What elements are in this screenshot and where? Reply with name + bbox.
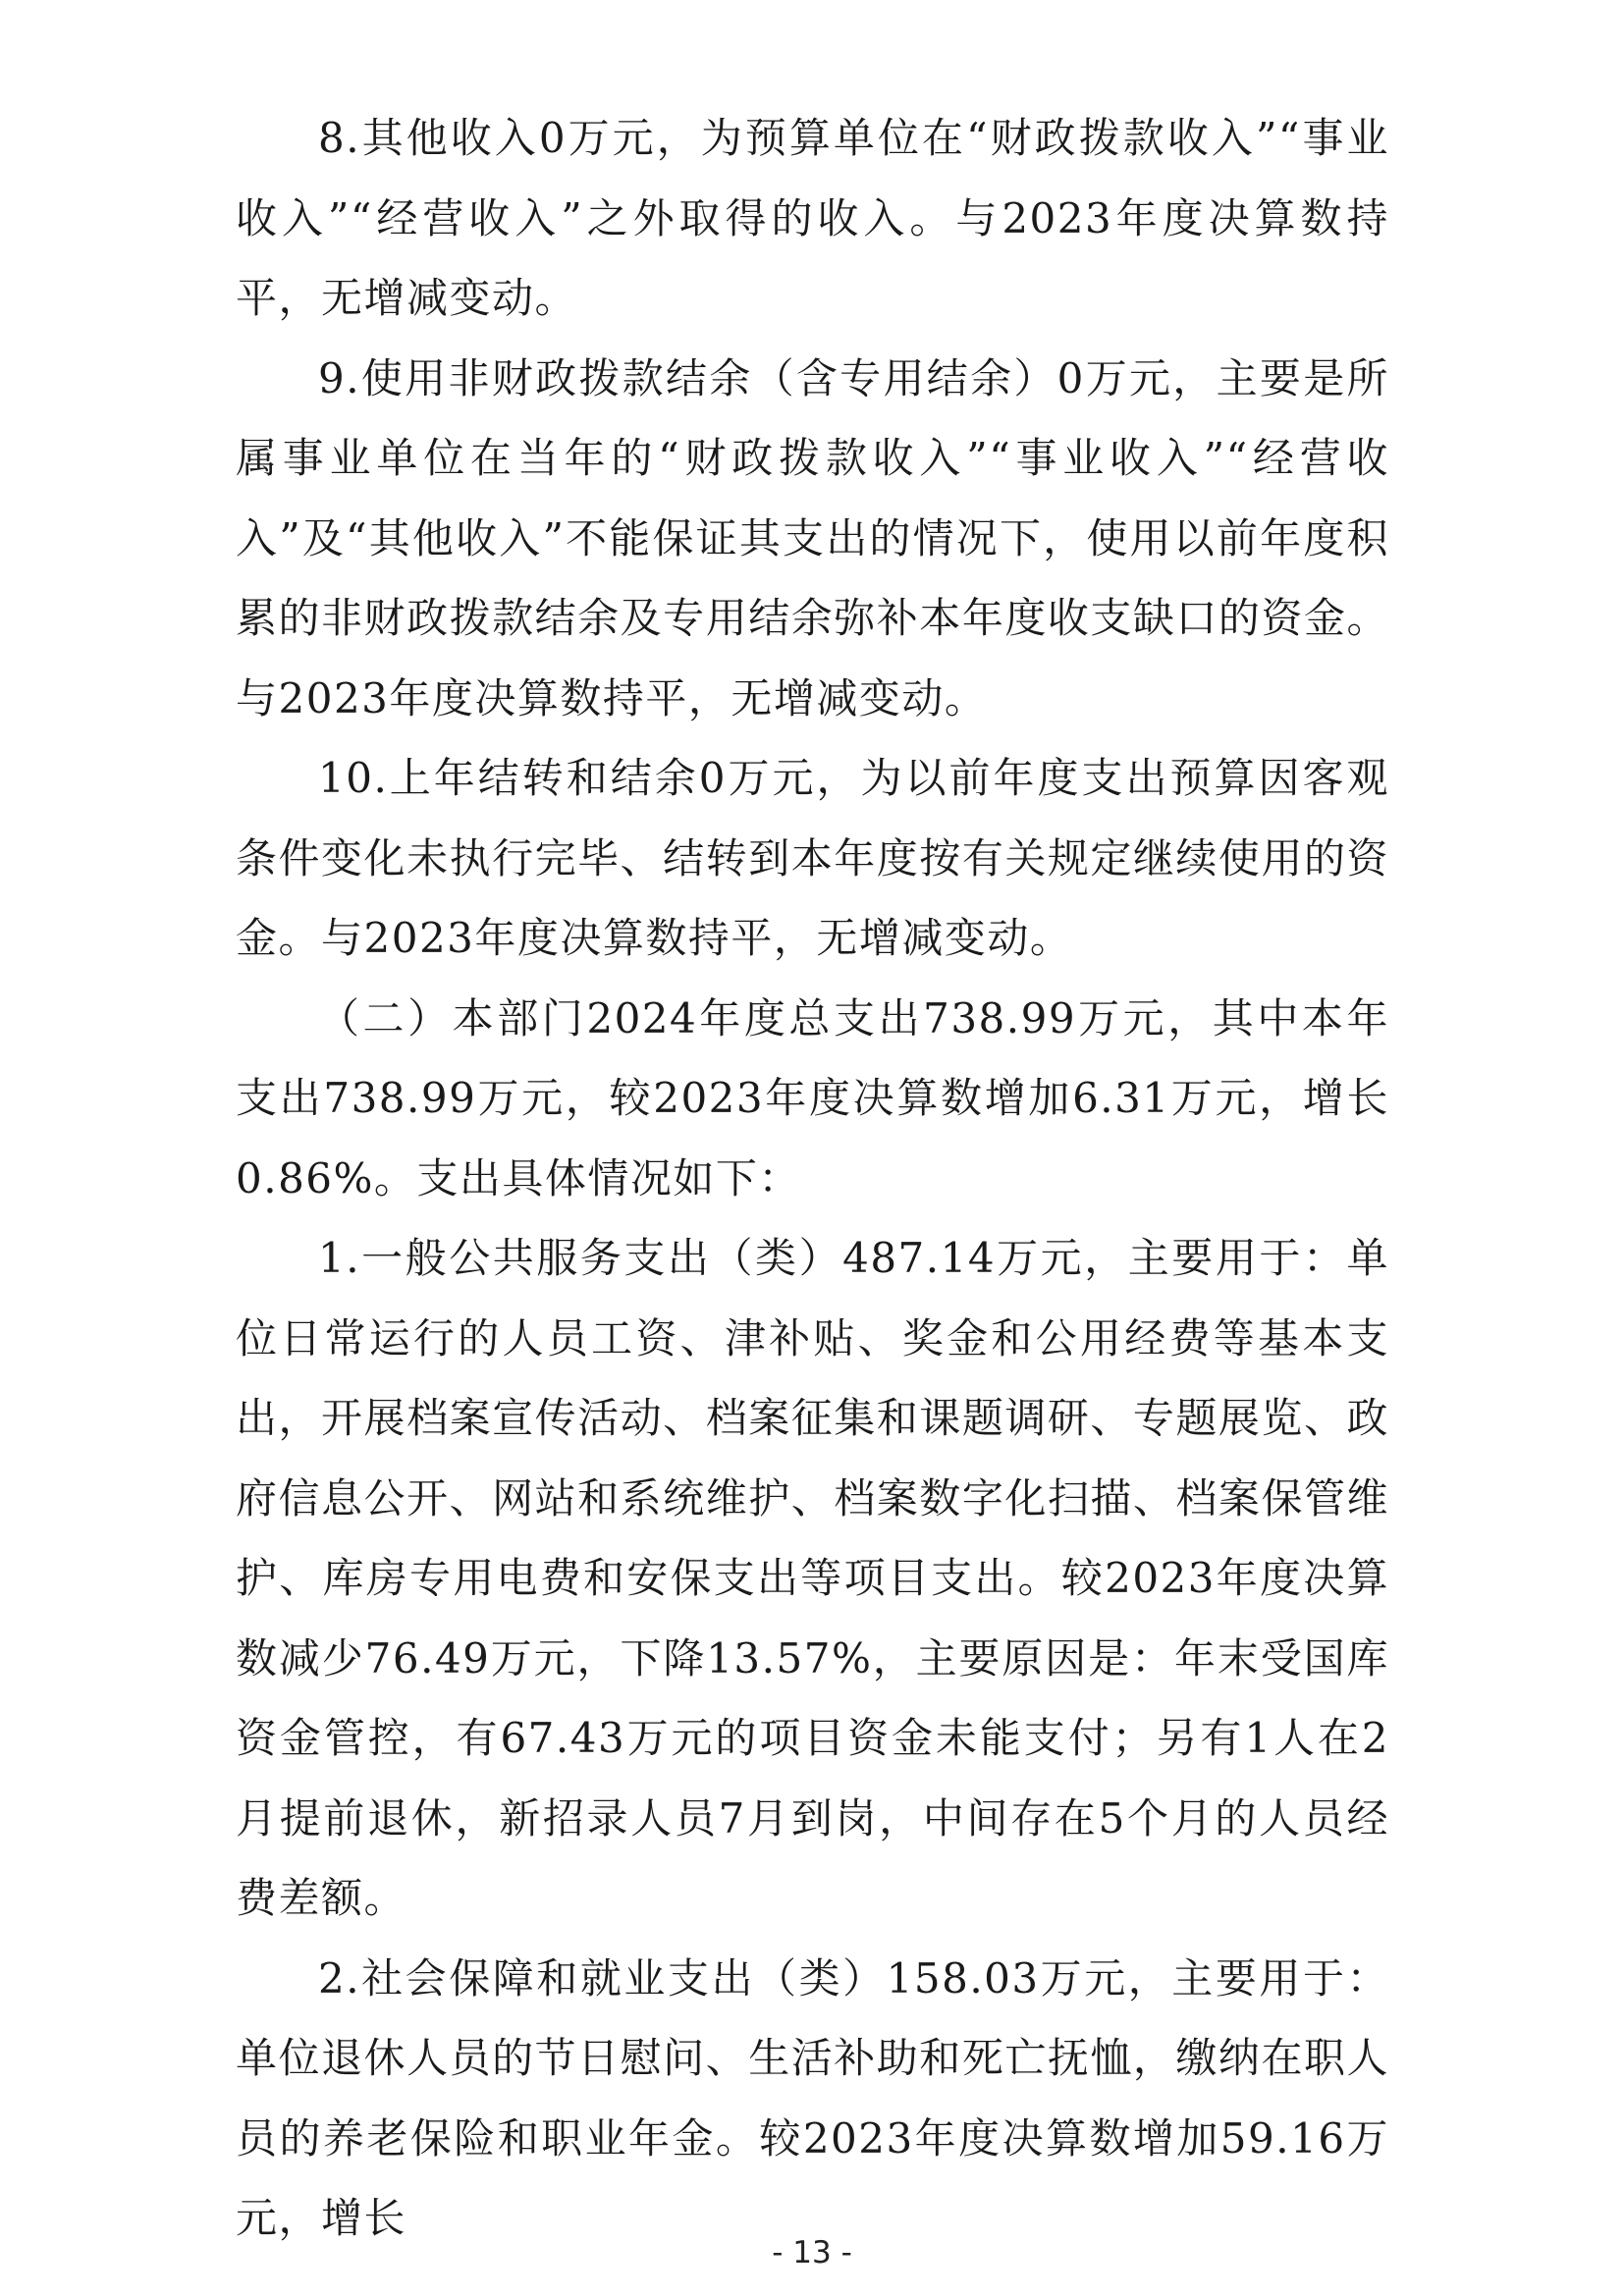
body-text: [236, 98, 1389, 2259]
paragraph-non-fiscal-balance: 9.使用非财政拨款结余（含专用结余）0万元，主要是所属事业单位在当年的“财政拨款收入”“事业收入”“经营收入”及“其他收入”不能保证其支出的情况下，使用以前年度积累的非财政拨款结余及专用结余弥补本年度收支缺口的资金。与2023年度决算数持平，无增减变动。: [236, 353, 1389, 722]
paragraph-other-income: 8.其他收入0万元，为预算单位在“财政拨款收入”“事业收入”“经营收入”之外取得的收入。与2023年度决算数持平，无增减变动。: [236, 114, 1389, 322]
page-number: - 13 -: [772, 2235, 852, 2270]
paragraph-carryover-balance: 10.上年结转和结余0万元，为以前年度支出预算因客观条件变化未执行完毕、结转到本年度按有关规定继续使用的资金。与2023年度决算数持平，无增减变动。: [236, 754, 1389, 962]
paragraph-general-public-services: 1.一般公共服务支出（类）487.14万元，主要用于：单位日常运行的人员工资、津补贴、奖金和公用经费等基本支出，开展档案宣传活动、档案征集和课题调研、专题展览、政府信息公开、网站和系统维护、档案数字化扫描、档案保管维护、库房专用电费和安保支出等项目支出。较2023年度决算数减少76.49万元，下降13.57%，主要原因是：年末受国库资金管控，有67.43万元的项目资金未能支付；另有1人在2月提前退休，新招录人员7月到岗，中间存在5个月的人员经费差额。: [236, 1234, 1389, 1922]
paragraph-social-security: 2.社会保障和就业支出（类）158.03万元，主要用于：单位退休人员的节日慰问、生活补助和死亡抚恤，缴纳在职人员的养老保险和职业年金。较2023年度决算数增加59.16万元，增长: [236, 1953, 1389, 2242]
paragraph-total-expenditure: （二）本部门2024年度总支出738.99万元，其中本年支出738.99万元，较2023年度决算数增加6.31万元，增长0.86%。支出具体情况如下：: [236, 993, 1389, 1202]
